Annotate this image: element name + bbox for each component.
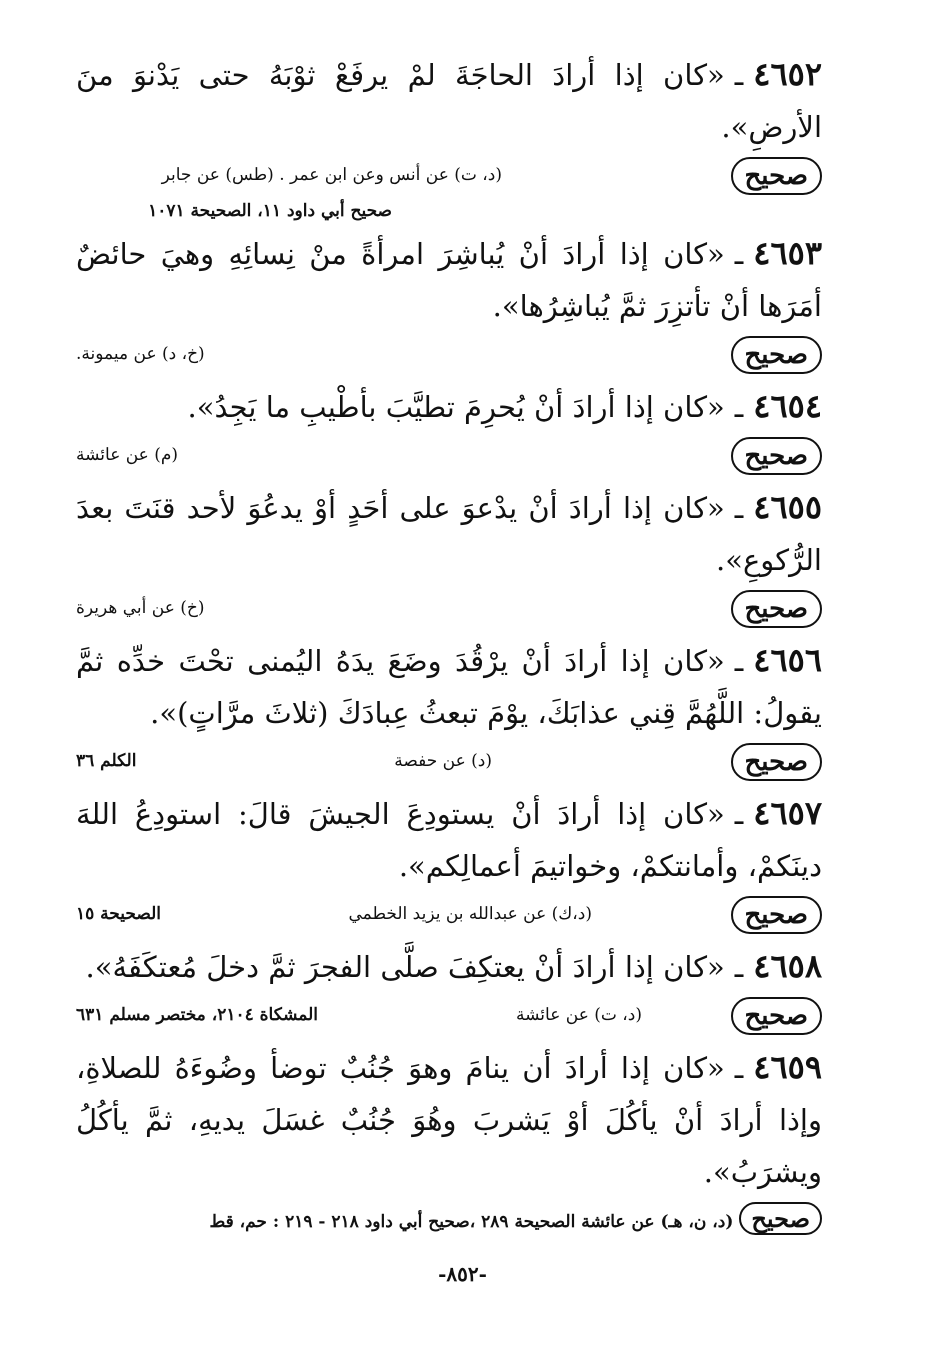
hadith-text: «كان إذا أرادَ أنْ يُحرِمَ تطيَّبَ بأطْيبِ ما يَجِدُ». [187, 390, 725, 424]
hadith-text: «كان إذا أرادَ أن ينامَ وهوَ جُنُبٌ توضأ وضُوءَهُ للصلاةِ، وإذا أرادَ أنْ يأكُلَ أوْ يَشربَ وهُوَ جُنُبٌ غسَلَ يديهِ، ثمَّ يأكُلُ ويشرَبُ». [76, 1051, 822, 1189]
hadith-text-block: ٤٦٥٢ـ«كان إذا أرادَ الحاجَةَ لمْ يرفَعْ ثوْبَهُ حتى يَدْنوَ منَ الأرضِ». [76, 55, 822, 144]
hadith-text-block: ٤٦٥٥ـ«كان إذا أرادَ أنْ يدْعوَ على أحَدٍ أوْ يدعُوَ لأحد قنَتَ بعدَ الرُّكوعِ». [76, 488, 822, 577]
source-text: (د،ك) عن عبدالله بن يزيد الخطمي [348, 904, 592, 924]
grade-badge: صحيح [731, 896, 823, 934]
hadith-text-block: ٤٦٥٩ـ«كان إذا أرادَ أن ينامَ وهوَ جُنُبٌ توضأ وضُوءَهُ للصلاةِ، وإذا أرادَ أنْ يأكُلَ أوْ يَشربَ وهُوَ جُنُبٌ غسَلَ يديهِ، ثمَّ يأكُلُ ويشرَبُ». [76, 1048, 822, 1189]
source-text: (د، ت) عن عائشة [516, 1005, 642, 1025]
hadith-entry [76, 1041, 822, 1233]
hadith-text: «كان إذا أرادَ أنْ يستودِعَ الجيشَ قالَ: استودِعُ اللهَ دينَكمْ، وأمانتكمْ، وخواتيمَ أعمالِكم». [76, 797, 822, 883]
hadith-number: ٤٦٥٣ [753, 234, 822, 272]
grade-badge: صحيح [731, 997, 823, 1035]
reference-text: الصحيحة ١٥ [76, 904, 162, 924]
grade-badge: صحيح [731, 743, 823, 781]
source-text: (خ، د) عن ميمونة. [76, 344, 205, 364]
hadith-text-block: ٤٦٥٧ـ«كان إذا أرادَ أنْ يستودِعَ الجيشَ قالَ: استودِعُ اللهَ دينَكمْ، وأمانتكمْ، وخواتيمَ أعمالِكم». [76, 794, 822, 883]
hadith-number: ٤٦٥٩ [753, 1048, 822, 1086]
hadith-meta [76, 157, 822, 201]
grade-badge: صحيح [739, 1202, 822, 1235]
source-text: (م) عن عائشة [76, 445, 179, 465]
hadith-text: «كان إذا أرادَ أنْ يدْعوَ على أحَدٍ أوْ يدعُوَ لأحد قنَتَ بعدَ الرُّكوعِ». [76, 491, 822, 577]
hadith-number: ٤٦٥٨ [753, 947, 822, 985]
book-page [76, 48, 822, 1348]
grade-badge: صحيح [731, 437, 823, 475]
hadith-entry [76, 48, 822, 221]
hadith-text-block: ٤٦٥٦ـ«كان إذا أرادَ أنْ يرْقُدَ وضَعَ يدَهُ اليُمنى تحْتَ خدِّه ثمَّ يقولُ: اللَّهُمَّ قِني عذابَكَ، يوْمَ تبعثُ عِبادَكَ (ثلاثَ مرَّاتٍ)». [76, 641, 822, 730]
reference-text: المشكاة ٢١٠٤، مختصر مسلم ٦٣١ [76, 1005, 319, 1025]
grade-badge: صحيح [731, 336, 823, 374]
hadith-number: ٤٦٥٧ [753, 794, 822, 832]
hadith-text: «كان إذا أرادَ أنْ يرْقُدَ وضَعَ يدَهُ اليُمنى تحْتَ خدِّه ثمَّ يقولُ: اللَّهُمَّ قِني عذابَكَ، يوْمَ تبعثُ عِبادَكَ (ثلاثَ مرَّاتٍ)». [76, 644, 822, 730]
hadith-meta [76, 336, 822, 380]
hadith-entry [76, 634, 822, 787]
hadith-text: «كان إذا أرادَ أنْ يعتكِفَ صلَّى الفجرَ ثمَّ دخلَ مُعتكَفَهُ». [85, 950, 725, 984]
hadith-text-block: ٤٦٥٤ـ«كان إذا أرادَ أنْ يُحرِمَ تطيَّبَ بأطْيبِ ما يَجِدُ». [187, 387, 822, 425]
source-text: (د، ت) عن أنس وعن ابن عمر . (طس) عن جابر [161, 165, 502, 185]
hadith-meta [76, 437, 822, 481]
source-text: (د) عن حفصة [394, 751, 492, 771]
page-number: -٨٥٢- [438, 1262, 487, 1286]
hadith-entry [76, 481, 822, 634]
hadith-number: ٤٦٥٢ [753, 55, 822, 93]
hadith-number: ٤٦٥٦ [753, 641, 822, 679]
hadith-entry [76, 380, 822, 481]
reference-line: صحيح أبي داود ١١، الصحيحة ١٠٧١ [148, 201, 392, 221]
grade-badge: صحيح [731, 157, 823, 195]
hadith-meta [76, 1204, 822, 1233]
reference-text: الكلم ٣٦ [76, 751, 137, 771]
hadith-entry [76, 787, 822, 940]
hadith-text: «كان إذا أرادَ أنْ يُباشِرَ امرأةً منْ نِسائِهِ وهيَ حائضٌ أمَرَها أنْ تأتزِرَ ثمَّ يُباشِرُها». [76, 237, 822, 323]
hadith-meta [76, 997, 822, 1041]
hadith-text: «كان إذا أرادَ الحاجَةَ لمْ يرفَعْ ثوْبَهُ حتى يَدْنوَ منَ الأرضِ». [76, 58, 822, 144]
hadith-meta [76, 896, 822, 940]
hadith-text-block: ٤٦٥٨ـ«كان إذا أرادَ أنْ يعتكِفَ صلَّى الفجرَ ثمَّ دخلَ مُعتكَفَهُ». [85, 947, 822, 985]
hadith-entry [76, 227, 822, 380]
hadith-entry [76, 940, 822, 1041]
hadith-number: ٤٦٥٥ [753, 488, 822, 526]
grade-badge: صحيح [731, 590, 823, 628]
hadith-number: ٤٦٥٤ [753, 387, 822, 425]
source-text: (د، ن، هـ) عن عائشة الصحيحة ٢٨٩ ،صحيح أبي داود ٢١٨ - ٢١٩ : حم، قط [209, 1212, 734, 1232]
hadith-meta [76, 743, 822, 787]
hadith-meta [76, 590, 822, 634]
hadith-text-block: ٤٦٥٣ـ«كان إذا أرادَ أنْ يُباشِرَ امرأةً منْ نِسائِهِ وهيَ حائضٌ أمَرَها أنْ تأتزِرَ ثمَّ يُباشِرُها». [76, 234, 822, 323]
source-text: (خ) عن أبي هريرة [76, 598, 205, 618]
